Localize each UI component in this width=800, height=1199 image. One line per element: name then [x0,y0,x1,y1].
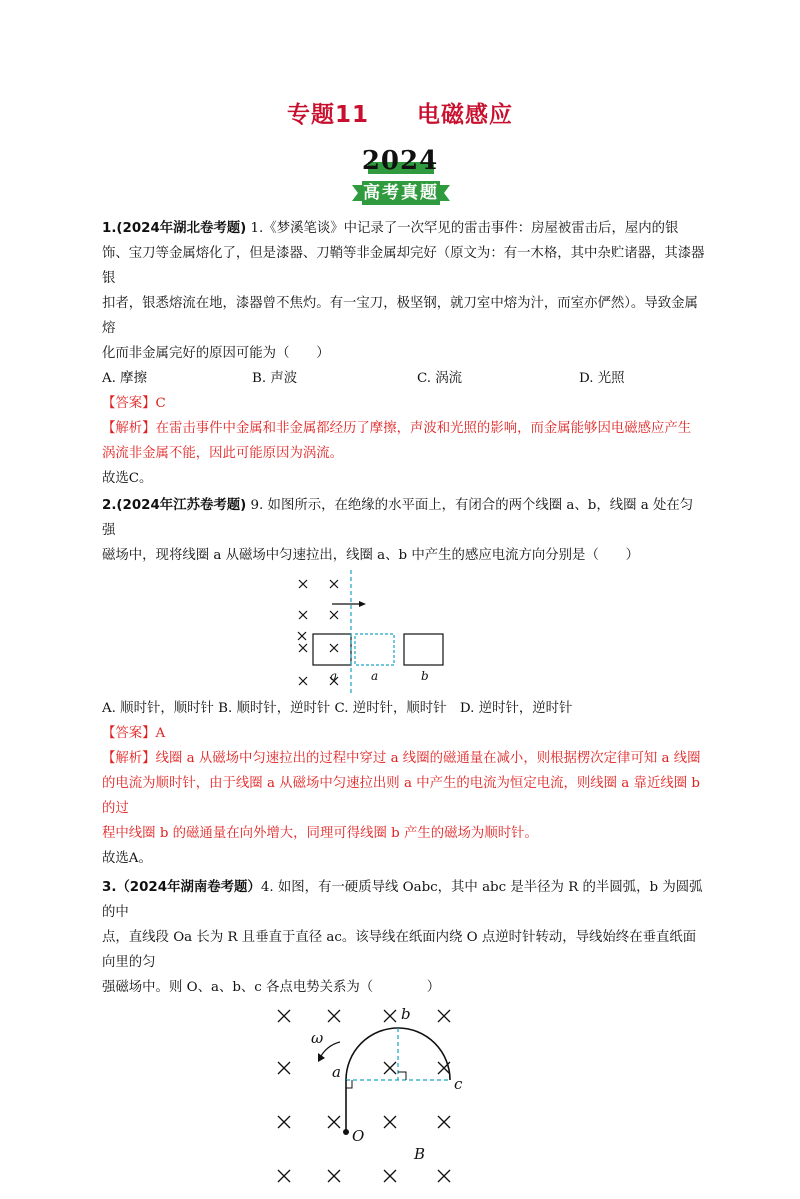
q3-line1: 3.（2024年湖南卷考题）4. 如图，有一硬质导线 Oabc，其中 abc 是半径为 R 的半圆弧，b 为圆弧的中 [102,880,703,920]
coil-b [404,634,443,665]
q1-line1: 1.(2024年湖北卷考题) 1.《梦溪笔谈》中记录了一次罕见的雷击事件：房屋被雷击后，屋内的银 [102,221,679,236]
q2-label-b: b [421,669,429,683]
q2-options: A. 顺时针，顺时针 B. 顺时针，逆时针 C. 逆时针，顺时针 D. 逆时针，逆时针 [102,701,573,716]
q2-source: 2.(2024年江苏卷考题) [102,498,247,513]
title-part2: 电磁感应 [417,102,513,128]
q3-diagram [102,1000,706,1190]
page-title [0,96,800,129]
q2-conclusion: 故选A。 [102,851,152,866]
q2-analysis-line3: 程中线圈 b 的磁通量在向外增大，同理可得线圈 b 产生的磁场为顺时针。 [102,826,538,841]
content [102,216,706,1190]
q1-analysis-line1: 【解析】在雷击事件中金属和非金属都经历了摩擦，声波和光照的影响，而金属能够因电磁感应产生 [102,421,692,436]
title-part1: 专题11 [286,102,369,128]
q2-figure [102,568,706,696]
q1-options [102,366,706,391]
arrow-head-icon [359,601,366,607]
q3-label-b: b [401,1005,411,1023]
q2-label-a2: a [371,669,379,683]
q3-label-omega: ω [311,1029,324,1047]
q1-analysis-line2: 涡流非金属不能，因此可能原因为涡流。 [102,446,344,461]
right-angle-mark-icon [398,1072,406,1080]
right-angle-mark-a-icon [346,1080,352,1088]
q1-answer: 【答案】C [102,396,166,411]
q3-label-c: c [454,1075,463,1093]
banner-text: 高考真题 [363,183,439,203]
pivot-O-icon [343,1129,349,1135]
q2-diagram [102,568,706,696]
q1-line3: 扣者，银悉熔流在地，漆器曾不焦灼。有一宝刀，极坚钢，就刀室中熔为汁，而室亦俨然）。导致金属熔 [102,296,698,336]
q1-line2: 饰、宝刀等金属熔化了，但是漆器、刀鞘等非金属却完好（原文为：有一木格，其中杂贮诸器，其漆器银 [102,246,705,286]
q3-label-a: a [332,1063,341,1081]
q1-source: 1.(2024年湖北卷考题) [102,221,247,236]
q3-label-O: O [352,1127,365,1145]
q2-answer: 【答案】A [102,726,166,741]
q1-conclusion: 故选C。 [102,471,153,486]
q1-option-a: A. 摩擦 [102,371,147,386]
q3-line2: 点，直线段 Oa 长为 R 且垂直于直径 ac。该导线在纸面内绕 O 点逆时针转动，导线始终在垂直纸面向里的匀 [102,930,697,970]
q2-analysis-line2: 的电流为顺时针，由于线圈 a 从磁场中匀速拉出则 a 中产生的电流为恒定电流，则线圈 a 靠近线圈 b 的过 [102,776,700,816]
field-crosses-icon [298,632,306,640]
q1-line4: 化而非金属完好的原因可能为（ ） [102,346,330,361]
q3-source: 3.（2024年湖南卷考题） [102,880,261,895]
q2-analysis-line1: 【解析】线圈 a 从磁场中匀速拉出的过程中穿过 a 线圈的磁通量在减小，则根据楞次定律可知 a 线圈 [102,751,701,766]
year-text: 2024 [361,146,439,176]
year-heading [0,146,800,176]
q3-label-B: B [414,1145,426,1163]
q3-line3: 强磁场中。则 O、a、b、c 各点电势关系为（ ） [102,980,441,995]
q2-line2: 磁场中，现将线圈 a 从磁场中匀速拉出，线圈 a、b 中产生的感应电流方向分别是（ ） [102,548,640,563]
q3-figure [102,1000,706,1190]
q1-option-c: C. 涡流 [417,371,463,386]
q1-option-d: D. 光照 [579,371,625,386]
q1-option-b: B. 声波 [252,371,298,386]
coil-a-dashed [355,634,394,665]
q2-line1: 2.(2024年江苏卷考题) 9. 如图所示，在绝缘的水平面上，有闭合的两个线圈 a、b，线圈 a 处在匀强 [102,498,694,538]
q2-label-a1: a [330,669,338,683]
